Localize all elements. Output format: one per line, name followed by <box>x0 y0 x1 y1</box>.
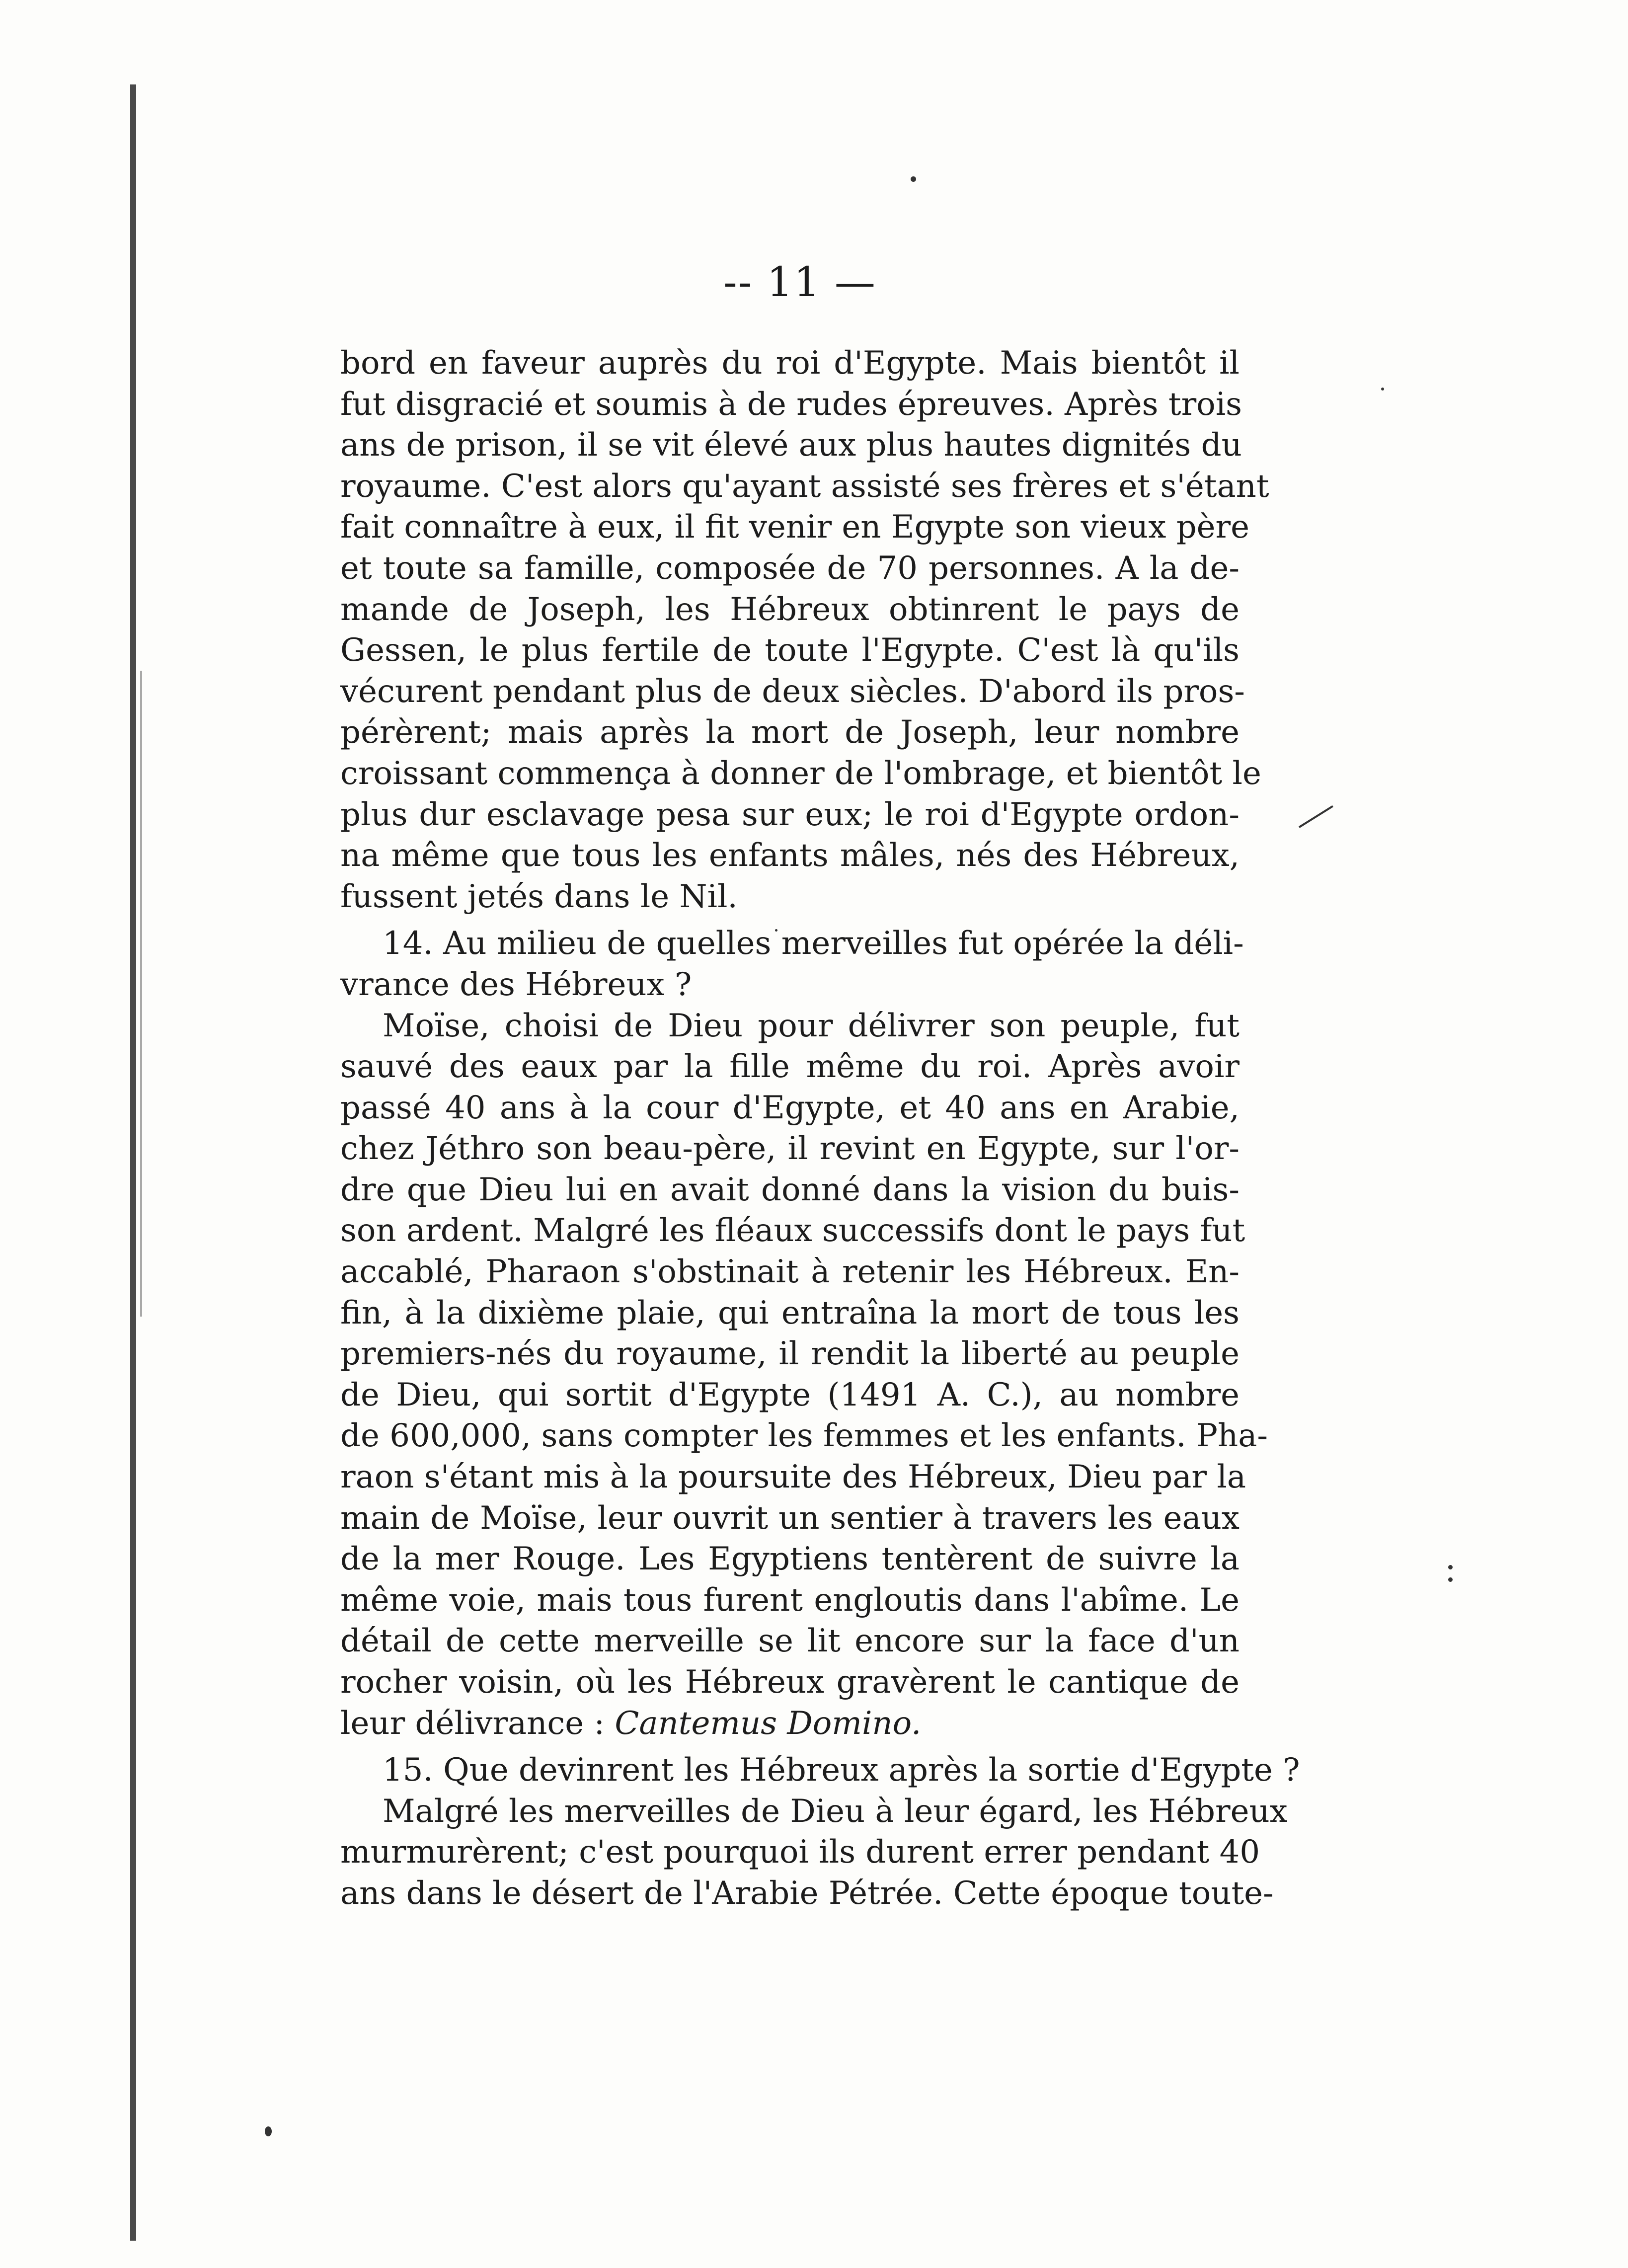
ink-speck <box>1448 1565 1453 1569</box>
text-line: fut disgracié et soumis à de rudes épreuves. Après trois <box>340 386 1242 423</box>
page-number: -- 11 — <box>723 259 876 306</box>
text-line: détail de cette merveille se lit encore sur la face d'un <box>340 1623 1240 1660</box>
text-line: ans dans le désert de l'Arabie Pétrée. Cette époque toute- <box>340 1875 1274 1912</box>
text-line: croissant commença à donner de l'ombrage, et bientôt le <box>340 755 1261 792</box>
answer-15 <box>340 1791 1288 1914</box>
question-line: 14. Au milieu de quelles merveilles fut opérée la déli- <box>383 925 1244 962</box>
text-line: premiers-nés du royaume, il rendit la liberté au peuple <box>340 1335 1240 1373</box>
question-14 <box>340 923 1244 1005</box>
text-line <box>340 1703 1240 1744</box>
text-line: de Dieu, qui sortit d'Egypte (1491 A. C.), au nombre <box>340 1376 1240 1413</box>
text-line: murmurèrent; c'est pourquoi ils durent errer pendant 40 <box>340 1834 1260 1871</box>
text-line: fait connaître à eux, il fit venir en Egypte son vieux père <box>340 509 1249 546</box>
text-line: fin, à la dixième plaie, qui entraîna la mort de tous les <box>340 1294 1240 1331</box>
question-line: 15. Que devinrent les Hébreux après la sortie d'Egypte ? <box>383 1752 1300 1789</box>
text-line: et toute sa famille, composée de 70 personnes. A la de- <box>340 549 1240 587</box>
text-line: de la mer Rouge. Les Egyptiens tentèrent de suivre la <box>340 1541 1240 1578</box>
answer-14 <box>340 1006 1268 1744</box>
text-line: main de Moïse, leur ouvrit un sentier à travers les eaux <box>340 1499 1240 1537</box>
text-line: son ardent. Malgré les fléaux successifs dont le pays fut <box>340 1212 1245 1250</box>
question-15 <box>340 1750 1300 1791</box>
ink-speck <box>265 2126 272 2136</box>
paragraph-1 <box>340 343 1269 917</box>
text-line: Malgré les merveilles de Dieu à leur égard, les Hébreux <box>383 1793 1288 1830</box>
text-line: plus dur esclavage pesa sur eux; le roi d'Egypte ordon- <box>340 796 1240 833</box>
text-line: ans de prison, il se vit élevé aux plus hautes dignités du <box>340 427 1242 464</box>
question-line: vrance des Hébreux ? <box>340 966 692 1003</box>
text-line: de 600,000, sans compter les femmes et les enfants. Pha- <box>340 1417 1268 1455</box>
text-block <box>340 343 1300 1914</box>
text-line: raon s'étant mis à la poursuite des Hébreux, Dieu par la <box>340 1459 1246 1496</box>
text-line: fussent jetés dans le Nil. <box>340 878 738 915</box>
binding-edge <box>130 84 136 2241</box>
text-line: passé 40 ans à la cour d'Egypte, et 40 ans en Arabie, <box>340 1089 1240 1126</box>
text-line: même voie, mais tous furent engloutis dans l'abîme. Le <box>340 1581 1240 1619</box>
text-line: mande de Joseph, les Hébreux obtinrent le pays de <box>340 591 1240 628</box>
text-line: bord en faveur auprès du roi d'Egypte. Mais bientôt il <box>340 345 1240 382</box>
text-line: vécurent pendant plus de deux siècles. D'abord ils pros- <box>340 673 1245 710</box>
text-line: royaume. C'est alors qu'ayant assisté ses frères et s'étant <box>340 468 1269 505</box>
ink-speck <box>1448 1577 1453 1582</box>
text-line: sauvé des eaux par la fille même du roi. Après avoir <box>340 1048 1240 1086</box>
text-line: Gessen, le plus fertile de toute l'Egypte. C'est là qu'ils <box>340 632 1240 669</box>
ink-speck <box>1381 388 1384 391</box>
pen-stroke <box>1299 805 1333 828</box>
ink-speck <box>911 176 916 182</box>
text-line: Moïse, choisi de Dieu pour délivrer son peuple, fut <box>383 1007 1240 1044</box>
latin-citation: Cantemus Domino. <box>615 1705 922 1742</box>
text-fragment: leur délivrance : <box>340 1705 615 1742</box>
binding-edge-shadow <box>140 671 142 1317</box>
text-line: pérèrent; mais après la mort de Joseph, leur nombre <box>340 714 1240 751</box>
text-line: accablé, Pharaon s'obstinait à retenir les Hébreux. En- <box>340 1253 1240 1291</box>
text-line: dre que Dieu lui en avait donné dans la vision du buis- <box>340 1171 1240 1208</box>
text-line: chez Jéthro son beau-père, il revint en Egypte, sur l'or- <box>340 1130 1240 1168</box>
text-line: na même que tous les enfants mâles, nés des Hébreux, <box>340 837 1240 874</box>
text-line: rocher voisin, où les Hébreux gravèrent le cantique de <box>340 1664 1240 1701</box>
